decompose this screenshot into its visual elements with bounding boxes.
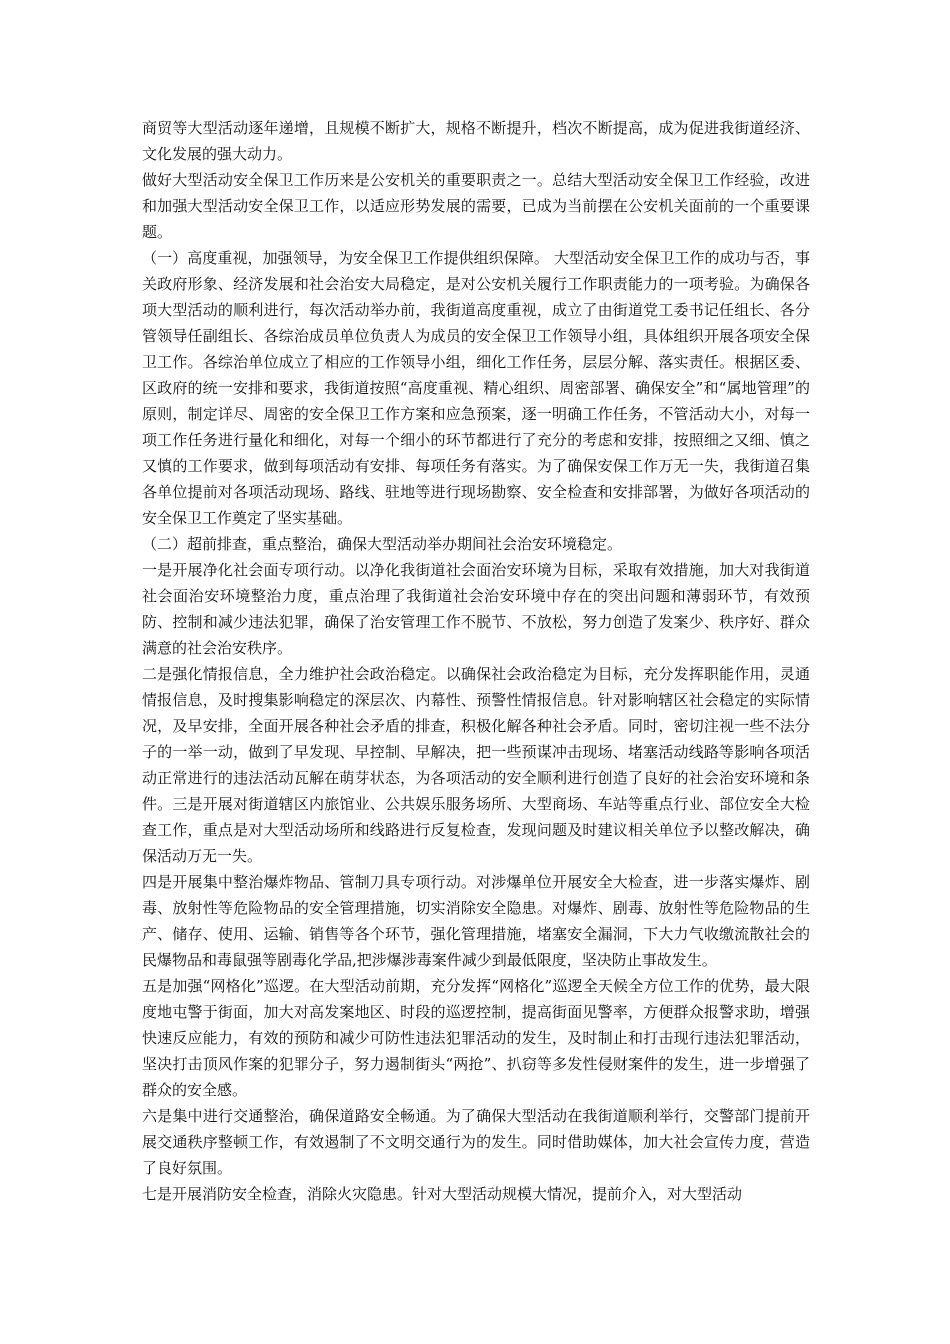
paragraph-importance: 做好大型活动安全保卫工作历来是公安机关的重要职责之一。总结大型活动安全保卫工作经验，改进和加强大型活动安全保卫工作，以适应形势发展的需要，已成为当前摆在公安机关面前的一个重要课题。 (142, 171, 810, 241)
paragraph-intro-continuation: 商贸等大型活动逐年递增，且规模不断扩大，规格不断提升，档次不断提高，成为促进我街道经济、文化发展的强大动力。 (142, 119, 810, 163)
paragraph-item-four: 四是开展集中整治爆炸物品、管制刀具专项行动。对涉爆单位开展安全大检查，进一步落实爆炸、剧毒、放射性等危险物品的安全管理措施，切实消除安全隐患。对爆炸、剧毒、放射性等危险物品的生产、储存、使用、运输、销售等各个环节，强化管理措施，堵塞安全漏洞，下大力气收缴流散社会的民爆物品和毒鼠强等剧毒化学品,把涉爆涉毒案件减少到最低限度，坚决防止事故发生。 (142, 873, 810, 969)
paragraph-item-five: 五是加强“网格化”巡逻。在大型活动前期，充分发挥“网格化”巡逻全天候全方位工作的优势，最大限度地屯警于街面，加大对高发案地区、时段的巡逻控制，提高街面见警率，方便群众报警求助，增强快速反应能力，有效的预防和减少可防性违法犯罪活动的发生，及时制止和打击现行违法犯罪活动，坚决打击顶风作案的犯罪分子，努力遏制街头“两抢”、扒窃等多发性侵财案件的发生，进一步增强了群众的安全感。 (142, 977, 810, 1099)
paragraph-section-two-heading: （二）超前排查，重点整治，确保大型活动举办期间社会治安环境稳定。 (142, 535, 623, 553)
paragraph-item-seven: 七是开展消防安全检查，消除火灾隐患。针对大型活动规模大情况，提前介入，对大型活动 (142, 1185, 743, 1203)
document-body (142, 115, 810, 1207)
paragraph-item-two-three: 二是强化情报信息，全力维护社会政治稳定。以确保社会政治稳定为目标，充分发挥职能作用，灵通情报信息，及时搜集影响稳定的深层次、内幕性、预警性情报信息。针对影响辖区社会稳定的实际情况，及早安排，全面开展各种社会矛盾的排查，积极化解各种社会矛盾。同时，密切注视一些不法分子的一举一动，做到了早发现、早控制、早解决，把一些预谋冲击现场、堵塞活动线路等影响各项活动正常进行的违法活动瓦解在萌芽状态，为各项活动的安全顺利进行创造了良好的社会治安环境和条件。三是开展对街道辖区内旅馆业、公共娱乐服务场所、大型商场、车站等重点行业、部位安全大检查工作，重点是对大型活动场所和线路进行反复检查，发现问题及时建议相关单位予以整改解决，确保活动万无一失。 (142, 665, 810, 865)
paragraph-section-one: （一）高度重视，加强领导，为安全保卫工作提供组织保障。 大型活动安全保卫工作的成功与否，事关政府形象、经济发展和社会治安大局稳定，是对公安机关履行工作职责能力的一项考验。为确保各项大型活动的顺利进行，每次活动举办前，我街道高度重视，成立了由街道党工委书记任组长、各分管领导任副组长、各综治成员单位负责人为成员的安全保卫工作领导小组，具体组织开展各项安全保卫工作。各综治单位成立了相应的工作领导小组，细化工作任务，层层分解、落实责任。根据区委、区政府的统一安排和要求，我街道按照“高度重视、精心组织、周密部署、确保安全”和“属地管理”的原则，制定详尽、周密的安全保卫工作方案和应急预案，逐一明确工作任务，不管活动大小，对每一项工作任务进行量化和细化，对每一个细小的环节都进行了充分的考虑和安排，按照细之又细、慎之又慎的工作要求，做到每项活动有安排、每项任务有落实。为了确保安保工作万无一失，我街道召集各单位提前对各项活动现场、路线、驻地等进行现场勘察、安全检查和安排部署，为做好各项活动的安全保卫工作奠定了坚实基础。 (142, 249, 810, 527)
paragraph-item-one: 一是开展净化社会面专项行动。以净化我街道社会面治安环境为目标，采取有效措施，加大对我街道社会面治安环境整治力度，重点治理了我街道社会治安环境中存在的突出问题和薄弱环节，有效预防、控制和减少违法犯罪，确保了治安管理工作不脱节、不放松，努力创造了发案少、秩序好、群众满意的社会治安秩序。 (142, 561, 810, 657)
paragraph-item-six: 六是集中进行交通整治，确保道路安全畅通。为了确保大型活动在我街道顺利举行，交警部门提前开展交通秩序整顿工作，有效遏制了不文明交通行为的发生。同时借助媒体，加大社会宣传力度，营造了良好氛围。 (142, 1107, 810, 1177)
